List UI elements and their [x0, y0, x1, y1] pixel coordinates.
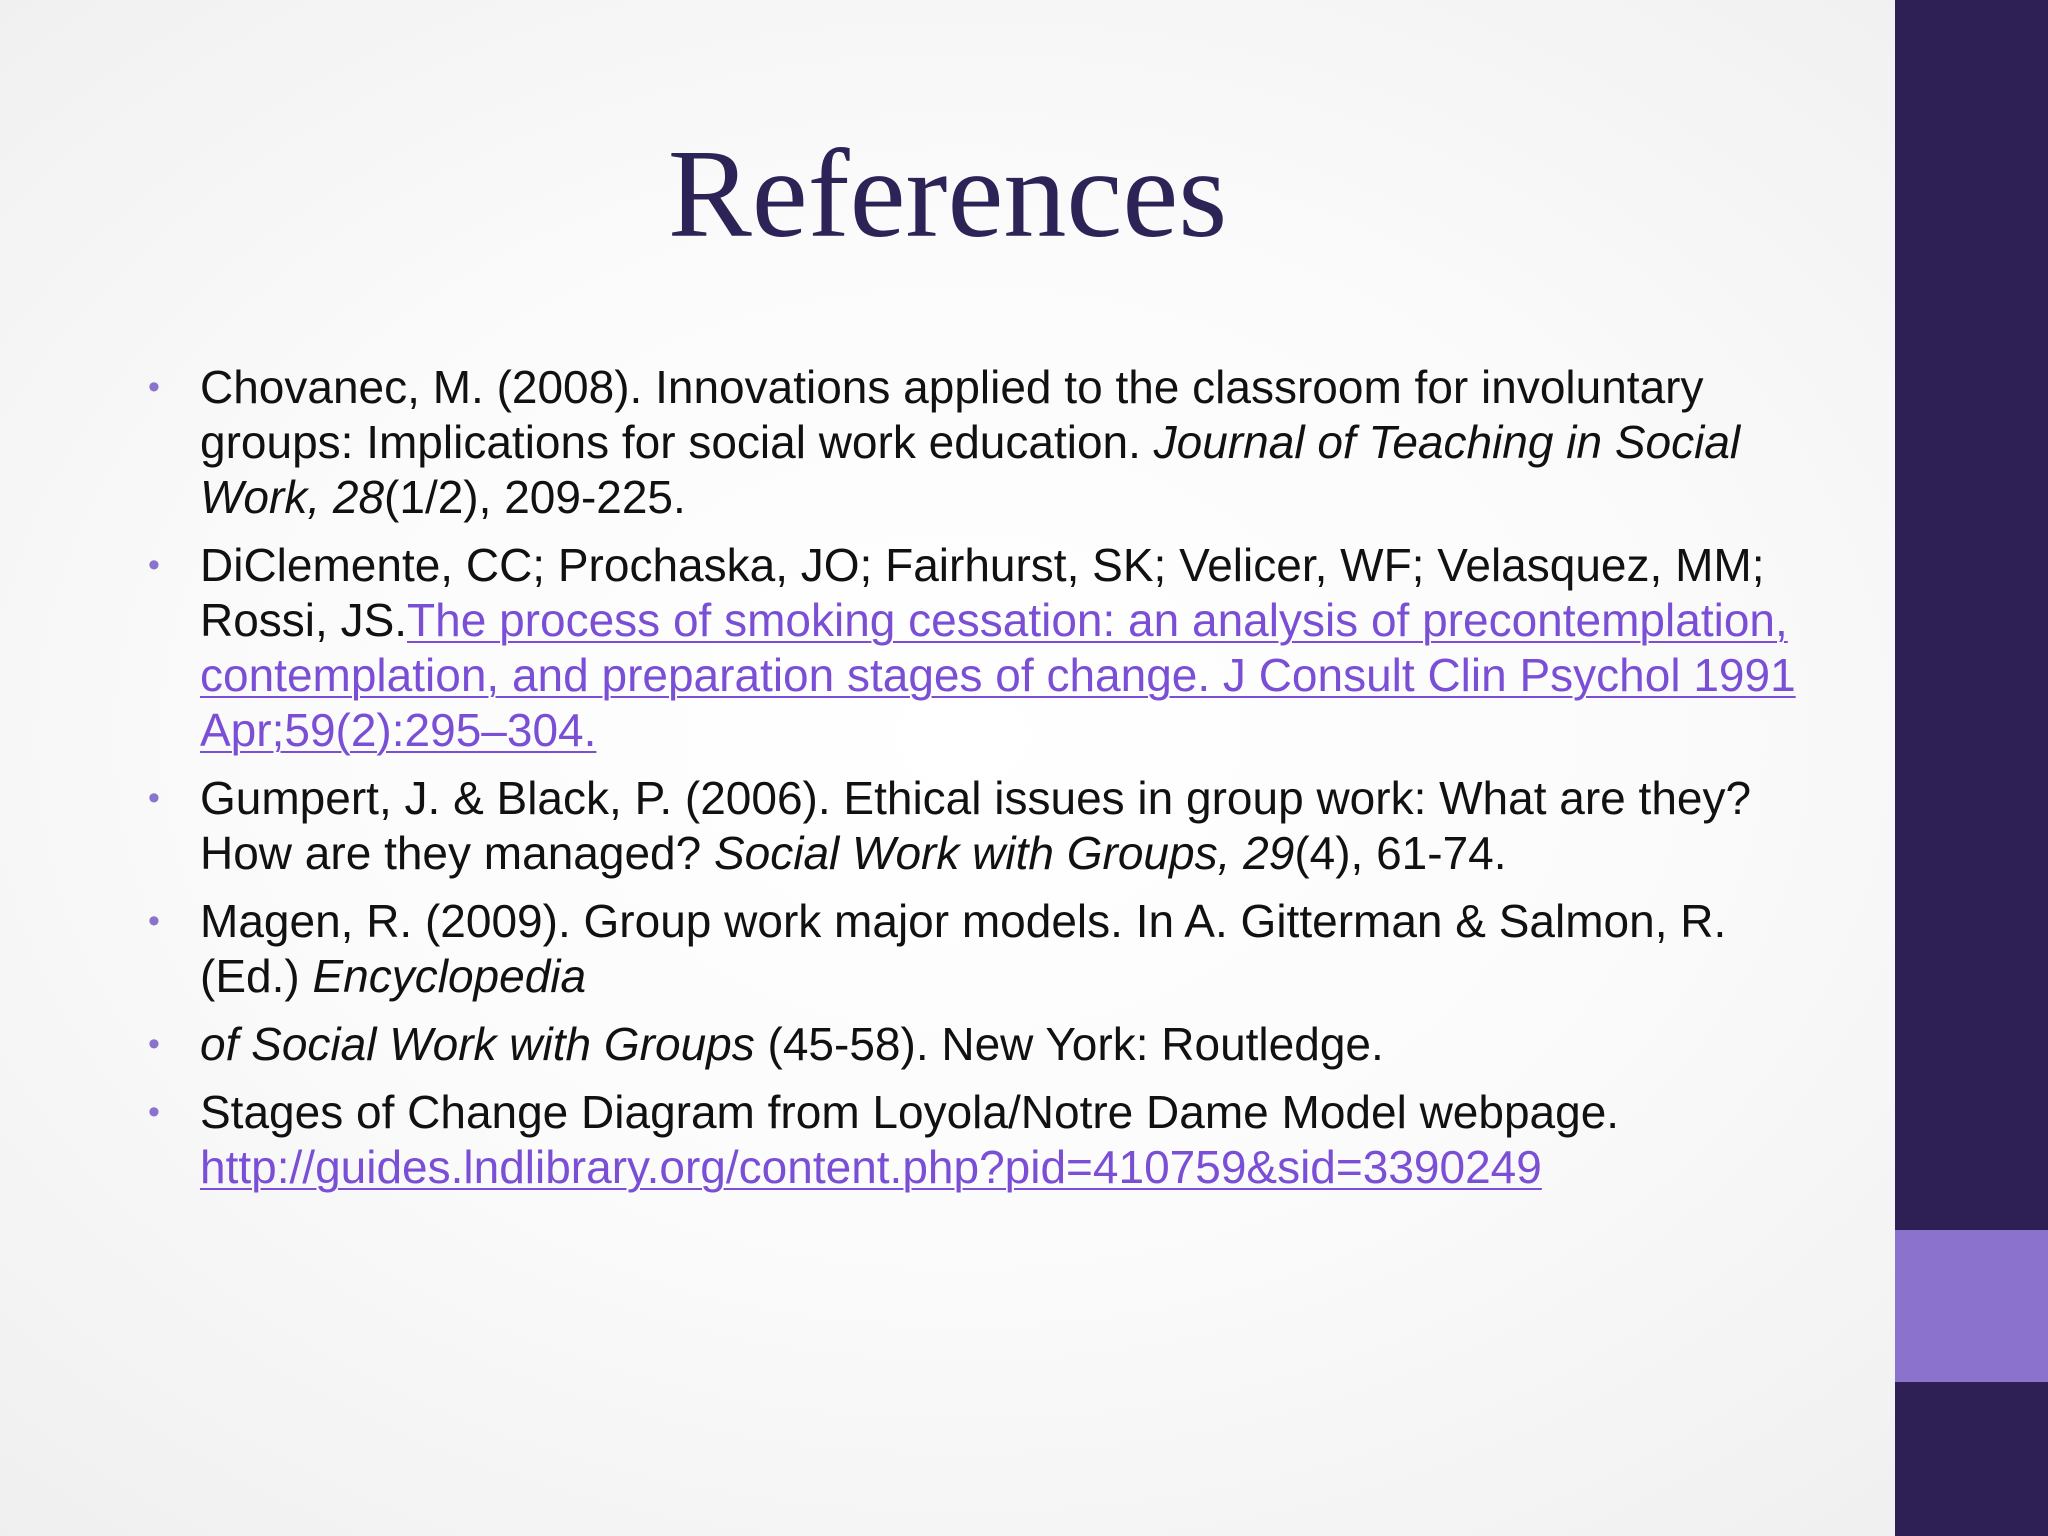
reference-text: Stages of Change Diagram from Loyola/Notre Dame Model webpage. — [200, 1086, 1620, 1138]
reference-journal: Social Work with Groups, 29 — [713, 827, 1295, 879]
bullet-dot-icon: • — [148, 368, 160, 406]
bullet-dot-icon: • — [148, 1093, 160, 1131]
sidebar-accent-block — [1895, 1230, 2048, 1382]
slide-title: References — [667, 125, 1228, 264]
reference-item — [148, 538, 1808, 758]
reference-journal: Journal of Teaching in Social Work, 28 — [200, 416, 1741, 523]
reference-journal: Encyclopedia — [312, 950, 587, 1002]
reference-item — [148, 1085, 1808, 1195]
reference-text: (45-58). New York: Routledge. — [754, 1018, 1384, 1070]
bullet-dot-icon: • — [148, 546, 160, 584]
reference-item — [148, 1017, 1808, 1072]
reference-text: Chovanec, M. (2008). Innovations applied to the classroom for involuntary groups: Implications for social work education. — [200, 361, 1704, 468]
reference-journal: of Social Work with Groups — [200, 1018, 755, 1070]
reference-link[interactable]: http://guides.lndlibrary.org/content.php?pid=410759&sid=3390249 — [200, 1141, 1542, 1193]
bullet-dot-icon: • — [148, 902, 160, 940]
bullet-dot-icon: • — [148, 1025, 160, 1063]
reference-link[interactable]: The process of smoking cessation: an analysis of precontemplation, contemplation, and preparation stages of change. J Consult Clin Psychol 1991 Apr;59(2):295–304. — [200, 594, 1796, 756]
bullet-dot-icon: • — [148, 779, 160, 817]
reference-item — [148, 771, 1808, 881]
reference-text: (4), 61-74. — [1294, 827, 1507, 879]
reference-item — [148, 894, 1808, 1004]
reference-text: (1/2), 209-225. — [384, 471, 686, 523]
reference-item — [148, 360, 1808, 525]
reference-text: Magen, R. (2009). Group work major models. In A. Gitterman & Salmon, R. (Ed.) — [200, 895, 1727, 1002]
references-list — [148, 360, 1808, 1208]
reference-text: DiClemente, CC; Prochaska, JO; Fairhurst, SK; Velicer, WF; Velasquez, MM; Rossi, JS. — [200, 539, 1765, 646]
reference-text: Gumpert, J. & Black, P. (2006). Ethical issues in group work: What are they? How are they managed? — [200, 772, 1752, 879]
